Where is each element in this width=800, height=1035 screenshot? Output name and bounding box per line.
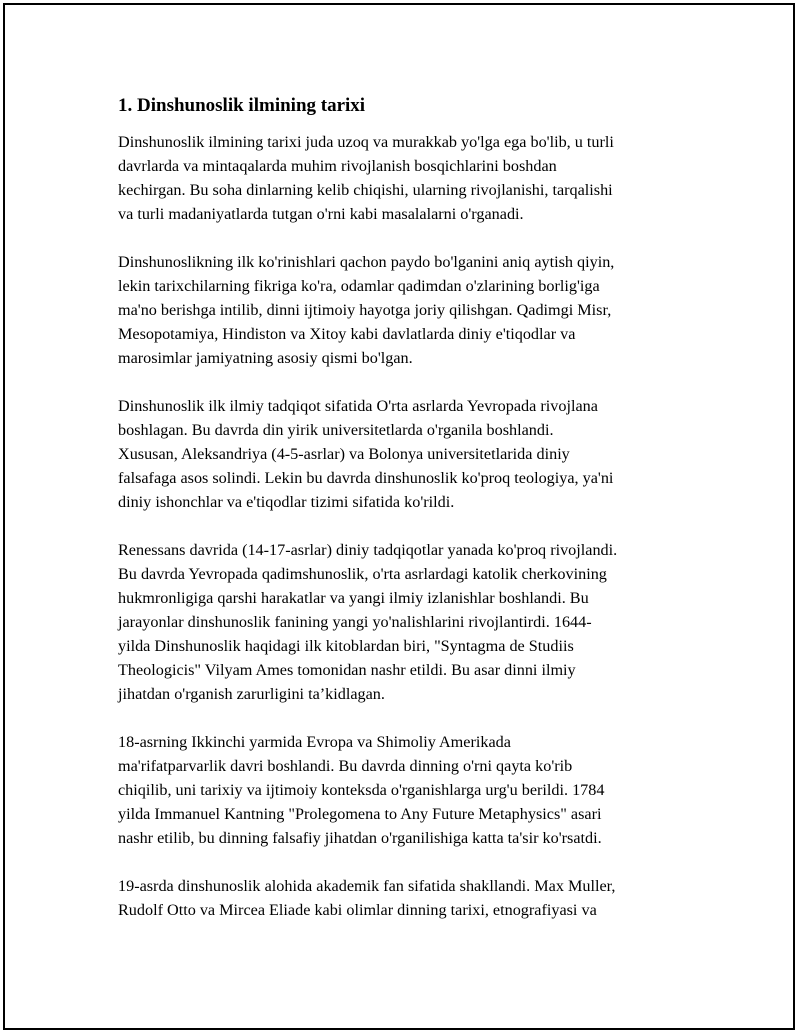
paragraph-line: 19-asrda dinshunoslik alohida akademik fan sifatida shakllandi. Max Muller, (118, 877, 616, 895)
paragraph-line: falsafaga asos solindi. Lekin bu davrda dinshunoslik ko'proq teologiya, ya'ni (118, 469, 614, 487)
paragraph-line: marosimlar jamiyatning asosiy qismi bo'lgan. (118, 349, 413, 367)
paragraph (118, 874, 703, 922)
document-body (118, 94, 703, 946)
paragraph-line: Theologicis" Vilyam Ames tomonidan nashr etildi. Bu asar dinni ilmiy (118, 661, 576, 679)
paragraph-line: Dinshunoslik ilk ilmiy tadqiqot sifatida O'rta asrlarda Yevropada rivojlana (118, 397, 598, 415)
paragraph (118, 250, 703, 370)
paragraph-line: yilda Dinshunoslik haqidagi ilk kitoblardan biri, "Syntagma de Studiis (118, 637, 574, 655)
paragraph-line: diniy ishonchlar va e'tiqodlar tizimi sifatida ko'rildi. (118, 493, 455, 511)
paragraph (118, 538, 703, 706)
paragraph-line: ma'no berishga intilib, dinni ijtimoiy hayotga joriy qilishgan. Qadimgi Misr, (118, 301, 612, 319)
paragraph-line: Renessans davrida (14-17-asrlar) diniy tadqiqotlar yanada ko'proq rivojlandi. (118, 541, 618, 559)
paragraph-line: ma'rifatparvarlik davri boshlandi. Bu davrda dinning o'rni qayta ko'rib (118, 757, 573, 775)
paragraph-line: jarayonlar dinshunoslik fanining yangi yo'nalishlarini rivojlantirdi. 1644- (118, 613, 592, 631)
paragraph-line: Rudolf Otto va Mircea Eliade kabi olimlar dinning tarixi, etnografiyasi va (118, 901, 597, 919)
section-heading: 1. Dinshunoslik ilmining tarixi (118, 95, 366, 116)
paragraph-line: davrlarda va mintaqalarda muhim rivojlanish bosqichlarini boshdan (118, 157, 557, 175)
paragraph-line: va turli madaniyatlarda tutgan o'rni kabi masalalarni o'rganadi. (118, 205, 524, 223)
paragraph-line: Dinshunoslik ilmining tarixi juda uzoq va murakkab yo'lga ega bo'lib, u turli (118, 133, 614, 151)
paragraph-line: lekin tarixchilarning fikriga ko'ra, odamlar qadimdan o'zlarining borlig'iga (118, 277, 600, 295)
paragraph-line: boshlagan. Bu davrda din yirik universitetlarda o'rganila boshlandi. (118, 421, 554, 439)
paragraph (118, 130, 703, 226)
paragraph-line: 18-asrning Ikkinchi yarmida Evropa va Shimoliy Amerikada (118, 733, 511, 751)
paragraph-line: Bu davrda Yevropada qadimshunoslik, o'rta asrlardagi katolik cherkovining (118, 565, 607, 583)
paragraph-line: nashr etilib, bu dinning falsafiy jihatdan o'rganilishiga katta ta'sir ko'rsatdi. (118, 829, 602, 847)
paragraph-line: Mesopotamiya, Hindiston va Xitoy kabi davlatlarda diniy e'tiqodlar va (118, 325, 576, 343)
paragraph-line: kechirgan. Bu soha dinlarning kelib chiqishi, ularning rivojlanishi, tarqalishi (118, 181, 613, 199)
paragraph-line: chiqilib, uni tarixiy va ijtimoiy konteksda o'rganishlarga urg'u berildi. 1784 (118, 781, 605, 799)
paragraph-line: Dinshunoslikning ilk ko'rinishlari qachon paydo bo'lganini aniq aytish qiyin, (118, 253, 615, 271)
paragraph-line: Xususan, Aleksandriya (4-5-asrlar) va Bolonya universitetlarida diniy (118, 445, 570, 463)
paragraph-line: yilda Immanuel Kantning "Prolegomena to Any Future Metaphysics" asari (118, 805, 602, 823)
paragraph-line: hukmronligiga qarshi harakatlar va yangi ilmiy izlanishlar boshlandi. Bu (118, 589, 589, 607)
paragraph (118, 730, 703, 850)
paragraph (118, 394, 703, 514)
paragraphs-container (118, 130, 703, 922)
paragraph-line: jihatdan o'rganish zarurligini ta’kidlagan. (118, 685, 385, 703)
